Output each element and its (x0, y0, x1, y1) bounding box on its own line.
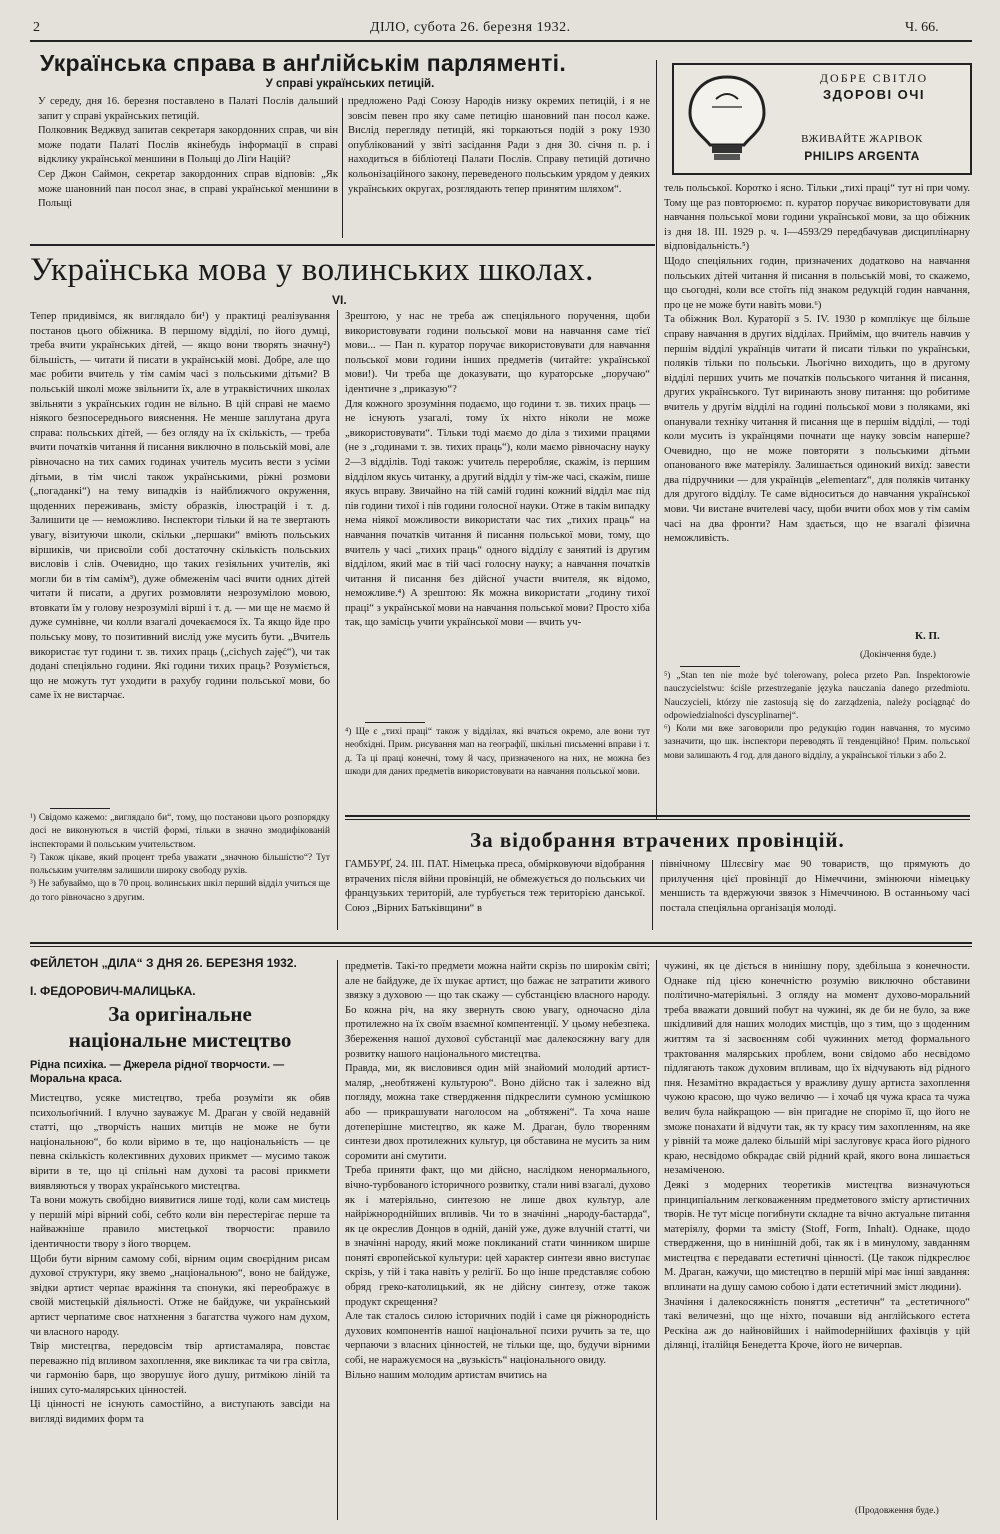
feuilleton-header: ФЕЙЛЕТОН „ДІЛА“ З ДНЯ 26. БЕРЕЗНЯ 1932. (30, 956, 297, 970)
column-divider (652, 860, 653, 930)
article-column: предметів. Такі-то предмети можна найти скрізь по широкім світі; але не байдуже, де їх шукає артист, що бажає не затратити живого звязку з духовою — що так скажу — субстанцією власного народу. Бо кожна річ, на яку звернуть свою увагу, одночасно діла протилежно на їх своїм взаємної компентенції. У цьому небезпека. Збереження нашої духової субстанції має далекосяжну вагу для розвитку нашого національного мистецтва. Правда, ми, як висловився один мій знайомий молодий артист-маляр, „необтяжені культурою“. Воно дійсно так і залежно від погляду, можна таке ствердження підкреслити сумною усмішкою або — прикрашувати наголосом на „обтяжені“. Та хоча наше дотеперішне мистецтво, як каже М. Драган, було творенням синтези двох протилежних культур, ця обставина не мусить за ним соромити ані смутити. Треба приняти факт, що ми дійсно, наслідком ненормального, вічно-турбованого історичного розвитку, стали ниві взагалі, духово як і матеріяльно, синтезою не лише двох культур, але найріжнороднійших впливів. Чи то в значінні „народу-бастарда“, як це окреслив Донцов в одній, даній уже, дуже влучній статті, чи в значінні народу, який може покликаний стати чинником ширше поняті європейської культури: цей характер синтези явно виступає скрізь, у тій і така навіть у релігії. Бо що інше представляє собою обряд греко-католицький, як не дійсну синтезу, отже також продукт скрещення? Але так сталось силою історичних подій і саме ця ріжнородність духових компонентів нашої національної психи ручить за те, що черпаючи з власних цінностей, не тільки ще, що, будучи вірними собі, не наражуємося на „вузькість“ національного овиду. Вільно нашим молодим артистам вчитись на (345, 961, 650, 1381)
feuilleton-title: національне мистецтво (68, 1028, 292, 1052)
article-title: Українська мова у волинських школах. (30, 252, 594, 288)
ad-line: ДОБРЕ СВІТЛО (819, 71, 929, 85)
issue-number: Ч. 66. (905, 20, 939, 35)
column-divider (337, 310, 338, 930)
footnotes: ⁵) „Stan ten nie może być tolerowany, poleca przeto Pan. Inspektorowie nauczycielstwu: ściśle przestrzeganie języka nauczania danego przedmiotu. Nauczycieli, którzy nie zastosują się do zarządzenia, należy pociągnąć do odpowiedzialności dyscyplinarnej“. ⁶) Коли ми вже заговорили про редукцію годин навчання, то мусимо зазначити, що шк. інспектори переводять її тенденційно! Прим. польської мови залишають 4 год. для даного відділу, а української тільки з або 2. (664, 671, 970, 761)
footnote-rule (50, 808, 110, 809)
article-column: предложено Раді Союзу Народів низку окремих петицій, і я не зовсім певен про яку саме петицію шановний пан посол каже. Вислід перегляду петицій, які торкаються подій з року 1930 опублікований у звіті засідання Ради з дня 30. січня п. р. і находиться в бібліотеці Палати Послів. Справу петицій дотично кольонізаційного закону, переведеного польським урядом у деяких українських округах, розглядають тепер принятим шляхом“. (348, 96, 650, 195)
article-title: За відобрання втрачених провінцій. (470, 828, 845, 852)
ad-line: PHILIPS ARGENTA (804, 149, 920, 163)
article-title: Українська справа в анґлійськім парляменті. (40, 50, 567, 76)
section-rule (345, 815, 970, 817)
feuilleton-title: За оригінальне (108, 1002, 252, 1026)
article-column: ГАМБУРҐ, 24. III. ПАТ. Німецька преса, обмірковуючи відобрання втрачених після війни провінцій, не обмежується до польських чи французьких територій, але турбується теж територією данської. Союз „Вірних Батьківщини“ в (345, 859, 645, 914)
section-rule (30, 946, 972, 947)
continuation-note: (Продовження буде.) (855, 1506, 939, 1516)
masthead-rule (30, 40, 972, 42)
section-rule (30, 244, 655, 246)
article-subtitle: У справі українських петицій. (265, 78, 435, 90)
author-signature: К. П. (915, 630, 940, 642)
column-divider (342, 98, 343, 238)
footnote-rule (680, 666, 740, 667)
paper-date: ДІЛО, субота 26. березня 1932. (370, 20, 571, 35)
article-column: У середу, дня 16. березня поставлено в Палаті Послів дальший запит у справі українських петицій. Полковник Веджвуд запитав секретаря закордонних справ, чи він може подати Палаті Послів якінебудь інформації в справі відклику української меншини в Польщі до Ліґи Націй? Сер Джон Саймон, секретар закордонних справ відповів: „Як може шановний пан посол знає, в справі української меншини в Польщі (38, 96, 338, 210)
article-column: чужині, як це діється в нинішну пору, здебільша з конечности. Однаке під цією конечністю розумію виключно обставини політично-матеріяльні. З огляду на момент духово-моральний треба вважати довший побут на чужині, як де би не було, за вже шкідливий для наших молодих мистців, що з тим, що з щоденним життям та зі засвоєнням собі чужинних метод формального трактовання малярських проблем, вони свідомо або несвідомо підлягають також духовим впливам, що їх відчувають від рідного пня. Незамітно вкрадається у вражливу душу артиста захоплення чужою красою, що чужо величю — і хочаб ця чужа краса та чужа велич була найкращою — він пригадне не спорімо її, що його не зможе понахати й відчути так, як ту красу тим захопленням, на яке у рівній та може далеко більшій мірі заслуговує краса його рідного краю, несвідомо обкрадає свій рідний край, якого вона лишається незаміченою. Деякі з модерних теоретиків мистецтва визначуються принципіальним легковаженням предметового змісту артистичних творів. Не тут місце погибнути складне та вічно актуальне питання матеріялу, форми та змісту (Stoff, Form, Inhalt). Однаке, щодо ствердження, що в нинішній добі, так як і в минулому, завданням мистецтва є передавати естетичні цінності. (Це також підкреслює М. Драган, кажучи, що мистецтво в першій мірі має інші завдання: вплинати на душу самою собою і дати естетичний зміст людини). Значіння і далекосяжність поняття „естетичн“ та „естетичного“ такі величезні, що ще ніхто, почавши від англійського естета Рескіна аж до найновійших і найmodернійших фахівців у цій ділянці, італійця Бенедетта Кроче, його не вичерпав. (664, 961, 970, 1352)
page-number: 2 (33, 20, 40, 35)
article-part-number: VI. (332, 293, 347, 307)
philips-advertisement (672, 63, 972, 175)
article-column: Тепер придивімся, як виглядало би¹) у практиці реалізування постанов цього обіжника. В першому відділі, по його думці, треба вчити українських дітей, — якщо вони творять значну²) більшість, — читати й писати в українській мові. Добре, але що має робити вчитель у тім самім часі з польськими дітьми? В польській школі може звільнити їх, але в утраквістичних школах звільняти з українських годин не вільно. В цій справі не маємо ніякого безпосереднього вияснення. Не менше заплутана друга справа: польських дітей, — без огляду на їх скількість, — треба вчити початків читання й писання виключно в польській мові, але рівночасно на тих самих годинах учитель мусить вести з усіми дітьми, в тім числі також українськими, ріжні розмови („погаданкі“) на тему випадків із найближчого окруження, щоденних переживань, змісту образків, ілюстрацій і т. д. Залишити це — неможливо. Інспектори тільки й на те звертають увагу, візитуючи школи, скільки „першаки“ вміють польських віршиків, чи присвоїли собі достаточну скількість польських висловів і слів. Очевидно, що таких гезіяльних учителів, які могли би в тім самім³), дуже обмеженім часі вчити одних дітей читати й писати, а других розмовляти незрозумілою мовою, втовкати їм у голову незрозумілі вірші і т. д. — ми ще не маємо й дуже сумнівне, чи колли взагалі дочекаємося їх. Та якщо йде про польську мову, то позитивний вислід уже мусить бути. „Вчитель використає тут години т. зв. тихих праць („cichych zajęć“), чи так додані спеціяльно години. Які години тихих праць? Розуміється, що не можуть тут уходити в рахубу години польської мови, бо саме їх не вистарчає. (30, 311, 330, 702)
ad-line: ЗДОРОВІ ОЧІ (822, 87, 926, 102)
article-column: Мистецтво, усяке мистецтво, треба розуміти як обяв психольоґічний. І влучно зауважує М. Драган у своїй недавній статті, що „творчість наших митців не може не бути національною“, бо коли віримо в те, що національність — це певна скількість колективних духових прикмет — мусимо також вірити в те, що ці спільні нам духові та расові прикмети виявляються у творах українського мистецтва. Та вони можуть свобідно виявитися лише тоді, коли сам мистець у першій мірі вірний собі, себто коли він перестерігає перше та найважніше правило мистецької творчости: правило ідентичности твору з його творцем. Щоби бути вірним самому собі, вірним оцим своєрідним рисам духової структури, яку звемо „національною“, воно не байдуже, звідки артист черпає вражіння та спонуки, які переображує в своїй мистецькій діяльності. Отже не байдуже, чи український артист черпатиме своє натхнення з багатства чужого нам духом, чи власного народу. Твір мистецтва, передовсім твір артистамаляра, повстає переважно під впливом захоплення, яке викликає та чи гра світла, чи гармонію барв, що зворушує його душу, ритмікою ліній та інших суто-малярських цінностей. Ці цінності не існують самостійно, а виступають завсіди на вигляді видимих форм та (30, 1093, 330, 1426)
article-column: Зрештою, у нас не треба аж спеціяльного поручення, щоби використовувати години польської мови на навчання саме тієї мови... — Пан п. куратор поручає використовувати для навчання польської мови години інших предметів (читайте: української мови!). Чи треба ще доказувати, що кураторське „поручаю“ ідентичне з „приказую“? Для кожного зрозуміння подаємо, що години т. зв. тихих праць — не існують узагалі, тому їх ніхто ніколи не може „використовувати“. Тільки тоді маємо до діла з тихими працями (не з „годинами т. зв. тихих праць“), коли маємо рівночасну науку 2—3 відділів. Тоді також: учитель переробляє, скажім, із першим відділом якусь читанку, а другий відділ у тім-же часі, скажім, пише якусь вправу. Звичайно на тій самій годині кожний відділ має під пів години тихої і пів години голосної науки. Отже в такім випадку нема ніякої можливости використати час тих „тихих праць“ на навчання початків читання й писання польської мови, тому, що вчитель у часі „тихих праць“ одного відділу є занятий із другим відділом, який має в тій часі голосну науку; а навчання початків читання й писання без дійсної участи вчителя, як відомо, неможливе.⁴) А зрештою: Як можна використати „годину тихої праці“ з української мови на навчання польської мови? Просто хіба так, що замісць учити української мови — вчить уч- (345, 311, 650, 629)
column-divider (656, 60, 657, 820)
author-name: І. ФЕДОРОВИЧ-МАЛИЦЬКА. (30, 984, 196, 998)
column-divider (656, 960, 657, 1520)
column-divider (337, 960, 338, 1520)
continuation-note: (Докінчення буде.) (860, 650, 936, 660)
section-rule (30, 942, 972, 944)
footnote-rule (365, 722, 425, 723)
footnotes: ⁴) Ще є „тихі праці“ також у відділах, які вчаться окремо, але вони тут необхідні. Прим. рисування мап на географії, шкільні письменні вправи і т. д. Та ці праці конечні, тому й часу, призначеного на них, не можна без шкоди для даних предметів використовувати на навчання польської мови. (345, 727, 650, 777)
section-rule (345, 819, 970, 820)
footnotes: ¹) Свідомо кажемо: „виглядало би“, тому, що постанови цього розпорядку досі не виконуються в чистій формі, тільки в значно змодифікованій інспекторами й польським учительством. ²) Також цікаве, який процент треба уважати „значною більшістю“? Тут польським учителям залишили широку свободу рухів. ³) Не забуваймо, що в 70 проц. волинських шкіл перший відділ учиться ще до того рівночасно з другим. (30, 813, 330, 903)
ad-line: ВЖИВАЙТЕ ЖАРІВОК (801, 133, 923, 145)
feuilleton-subtitle: Рідна психіка. — Джерела рідної творчости. — Моральна краса. (30, 1059, 285, 1085)
light-bulb-icon (682, 71, 772, 165)
article-column: північному Шлєсвігу має 90 товариств, що прямують до прилучення цієї провінції до Німеччини, змінюючи німецьку меншисть та вдержуючи звязок з Німеччиною. В останньому часі постала спеціяльна організація молоді. (660, 859, 970, 914)
article-column: тель польської. Коротко і ясно. Тільки „тихі праці“ тут ні при чому. Тому ще раз повторюємо: п. куратор поручає використовувати для навчання польської мови години української мови, за що обіжник із дня 18. III. 1929 р. ч. I—4593/29 передбачував дисциплінарну відповідальність.⁵) Щодо спеціяльних годин, призначених додатково на навчання польських дітей читання й писання в польській мові, то скажемо, що сьогодні, коли все стоїть під знаком редукцій годин навчання, про це не може бути навіть мови.⁶) Та обіжник Вол. Кураторії з 5. IV. 1930 р комплікує ще більше справу навчання в других відділах. Приймім, що вчитель навчив у першім відділі українців читати й писати тільки по українськи, поляків тільки по польськи. Льогічно виходить, що в другому відділі перших учить ме початків польського читання й писання, других українського. Тут виринають знову питання: що робитиме вчитель у другім відділі на годині польської мови з поляками, які опанували техніку читання й писання ще в першім відділі, — тоді коли мусить із українцями почнати ще науку зовсім наперше? Очевидно, що не може повторяти з польськими дітьми опанованого вже матеріялу. Залишається одинокий вихід: завести два підручники — для українців „elementarz“, для поляків читанку для другого відділу. Те саме відноситься до навчання української мови. Чи вистане вчителеві часу, щоби вчити обох мов у тім самім часі на два фронти? Нам здається, що не взагалі фізична неможливість. (664, 183, 970, 545)
